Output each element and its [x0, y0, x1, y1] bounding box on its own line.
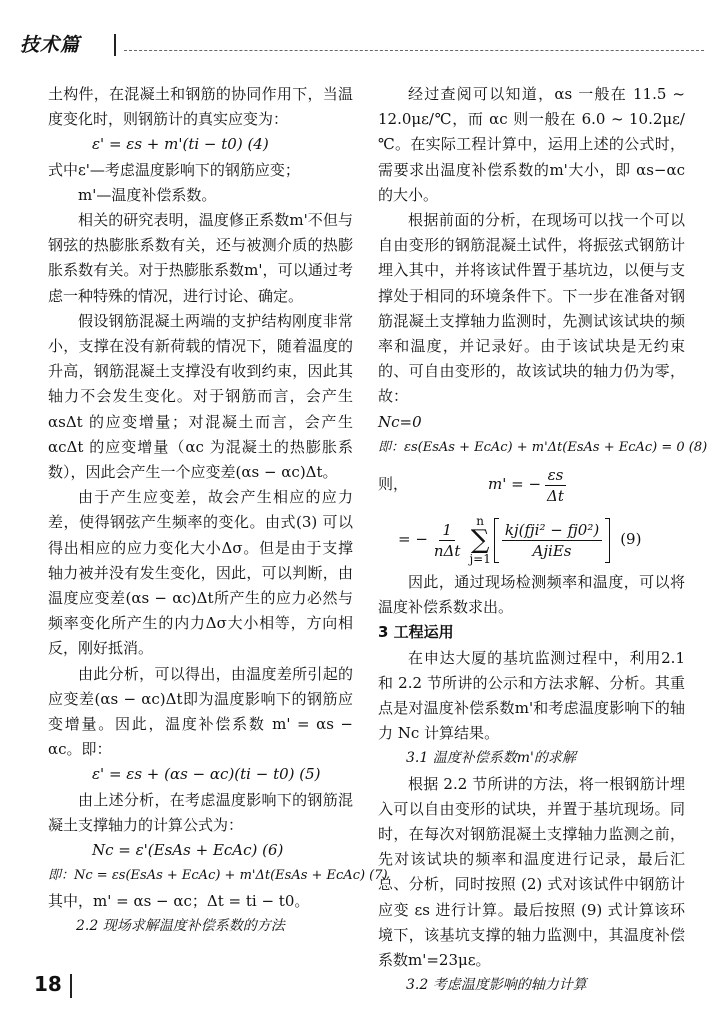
summation	[469, 515, 490, 565]
paragraph: 根据前面的分析，在现场可以找一个可以自由变形的钢筋混凝土试件，将振弦式钢筋计埋入其中，并将该试件置于基坑边，以便与支撑处于相同的环境条件下。下一步在准备对钢筋混凝土支撑轴力监测时，先测试该试块的频率和温度，并记录好。由于该试块是无约束的、可自由变形的，故该试块的轴力仍为零，故：	[378, 211, 685, 406]
equation-9-first	[378, 460, 685, 510]
header-title: 技术篇	[20, 34, 81, 56]
equation-8: 即：εs(EsAs + EcAc) + m'Δt(EsAs + EcAc) = 0 (8)	[378, 439, 708, 455]
footer-divider	[70, 974, 72, 998]
subsection-heading-2-2: 2.2 现场求解温度补偿系数的方法	[76, 917, 285, 934]
paragraph: 土构件，在混凝土和钢筋的协同作用下，当温度变化时，则钢筋计的真实应变为：	[48, 85, 353, 129]
definition: m'—温度补偿系数。	[78, 185, 217, 204]
eq9b-inner-numerator: kj(fji² − fj0²)	[502, 520, 602, 541]
subsection-heading-3-1: 3.1 温度补偿系数m'的求解	[406, 750, 576, 767]
equation-4: ε' = εs + m'(ti − t0) (4)	[92, 135, 269, 154]
header-dashed-rule	[124, 50, 704, 51]
paragraph: 相关的研究表明，温度修正系数m'不但与钢弦的热膨胀系数有关，还与被测介质的热膨胀系数有关。对于热膨胀系数m'，可以通过考虑一种特殊的情况，进行讨论、确定。	[48, 211, 353, 305]
eq9b-one: 1	[439, 520, 455, 541]
running-header	[20, 30, 710, 60]
equation-9-second	[378, 510, 685, 570]
eq9-tag: (9)	[620, 530, 642, 549]
equation-7: 即：Nc = εs(EsAs + EcAc) + m'Δt(EsAs + EcAc) (7)	[48, 868, 388, 884]
eq9-lhs: m' = −	[488, 475, 542, 494]
eq9b-inner-fraction	[502, 520, 602, 561]
paragraph: 由于产生应变差，故会产生相应的应力差，使得钢弦产生频率的变化。由式(3) 可以得出相应的应力变化大小Δσ。但是由于支撑轴力被并没有发生变化，因此，可以判断，由温度应变差(αs − αc)Δt所产生的应力必然与频率变化所产生的内力Δσ大小相等，方向相反，刚好抵消。	[48, 488, 353, 658]
paragraph: 根据 2.2 节所讲的方法，将一根钢筋计埋入可以自由变形的试块，并置于基坑现场。同时，在每次对钢筋混凝土支撑轴力监测之前，先对该试块的频率和温度进行记录，最后汇总、分析，同时按照 (2) 式对该试件中钢筋计应变 εs 进行计算。最后按照 (9) 式计算该环境下，该基坑支撑的轴力监测中，其温度补偿系数m'=23με。	[378, 774, 685, 970]
left-column	[48, 82, 388, 939]
paragraph: 经过查阅可以知道，αs 一般在 11.5 ~ 12.0με/℃，而 αc 则一般在 6.0 ~ 10.2με/℃。在实际工程计算中，运用上述的公式时，需要求出温度补偿系数的m'大小，即 αs−αc 的大小。	[378, 85, 685, 204]
sum-lower: j=1	[469, 552, 491, 567]
header-divider	[114, 34, 116, 56]
equation-6: Nc = ε'(EsAs + EcAc) (6)	[92, 841, 284, 860]
paragraph: 由此分析，可以得出，由温度差所引起的应变差(αs − αc)Δt即为温度影响下的钢筋应变增量。因此，温度补偿系数 m' = αs − αc。即：	[48, 664, 353, 759]
eq9-fraction	[544, 465, 567, 506]
then-label: 则，	[378, 475, 409, 494]
equation-5: ε' = εs + (αs − αc)(ti − t0) (5)	[92, 765, 321, 784]
paragraph: 因此，通过现场检测频率和温度，可以将温度补偿系数求出。	[378, 573, 685, 617]
sigma-icon: ∑	[470, 525, 490, 556]
sum-upper: n	[476, 514, 485, 529]
paragraph: 假设钢筋混凝土两端的支护结构刚度非常小，支撑在没有新荷载的情况下，随着温度的升高，钢筋混凝土支撑没有收到约束，因此其轴力不会发生变化。对于钢筋而言，会产生 αsΔt 的应变增量；对混凝土而言，会产生 αcΔt 的应变增量（αc 为混凝土的热膨胀系数），因此会产生一个应变差(αs − αc)Δt。	[48, 311, 353, 482]
right-column	[378, 82, 708, 999]
subsection-heading-3-2: 3.2 考虑温度影响的轴力计算	[406, 977, 587, 994]
eq9b-bracket	[494, 518, 610, 563]
definition: 式中ε'—考虑温度影响下的钢筋应变；	[48, 160, 300, 179]
section-heading-3: 3 工程运用	[378, 623, 454, 642]
equation-nc-zero: Nc=0	[378, 412, 422, 431]
paragraph: 在申达大厦的基坑监测过程中，利用2.1 和 2.2 节所讲的公示和方法求解、分析。其重点是对温度补偿系数m'和考虑温度影响下的轴力 Nc 计算结果。	[378, 648, 685, 743]
eq9-numerator: εs	[545, 465, 567, 486]
eq9b-n-delta: nΔt	[433, 541, 461, 560]
eq9-denominator: Δt	[547, 486, 564, 505]
eq9b-coefficient	[431, 520, 464, 561]
eq9b-inner-denominator: AjiEs	[532, 541, 572, 560]
page-number: 18	[34, 972, 62, 996]
where-clause: 其中，m' = αs − αc；Δt = ti − t0。	[48, 891, 310, 910]
eq9b-lhs: = −	[398, 530, 428, 549]
paragraph: 由上述分析，在考虑温度影响下的钢筋混凝土支撑轴力的计算公式为：	[48, 790, 353, 834]
